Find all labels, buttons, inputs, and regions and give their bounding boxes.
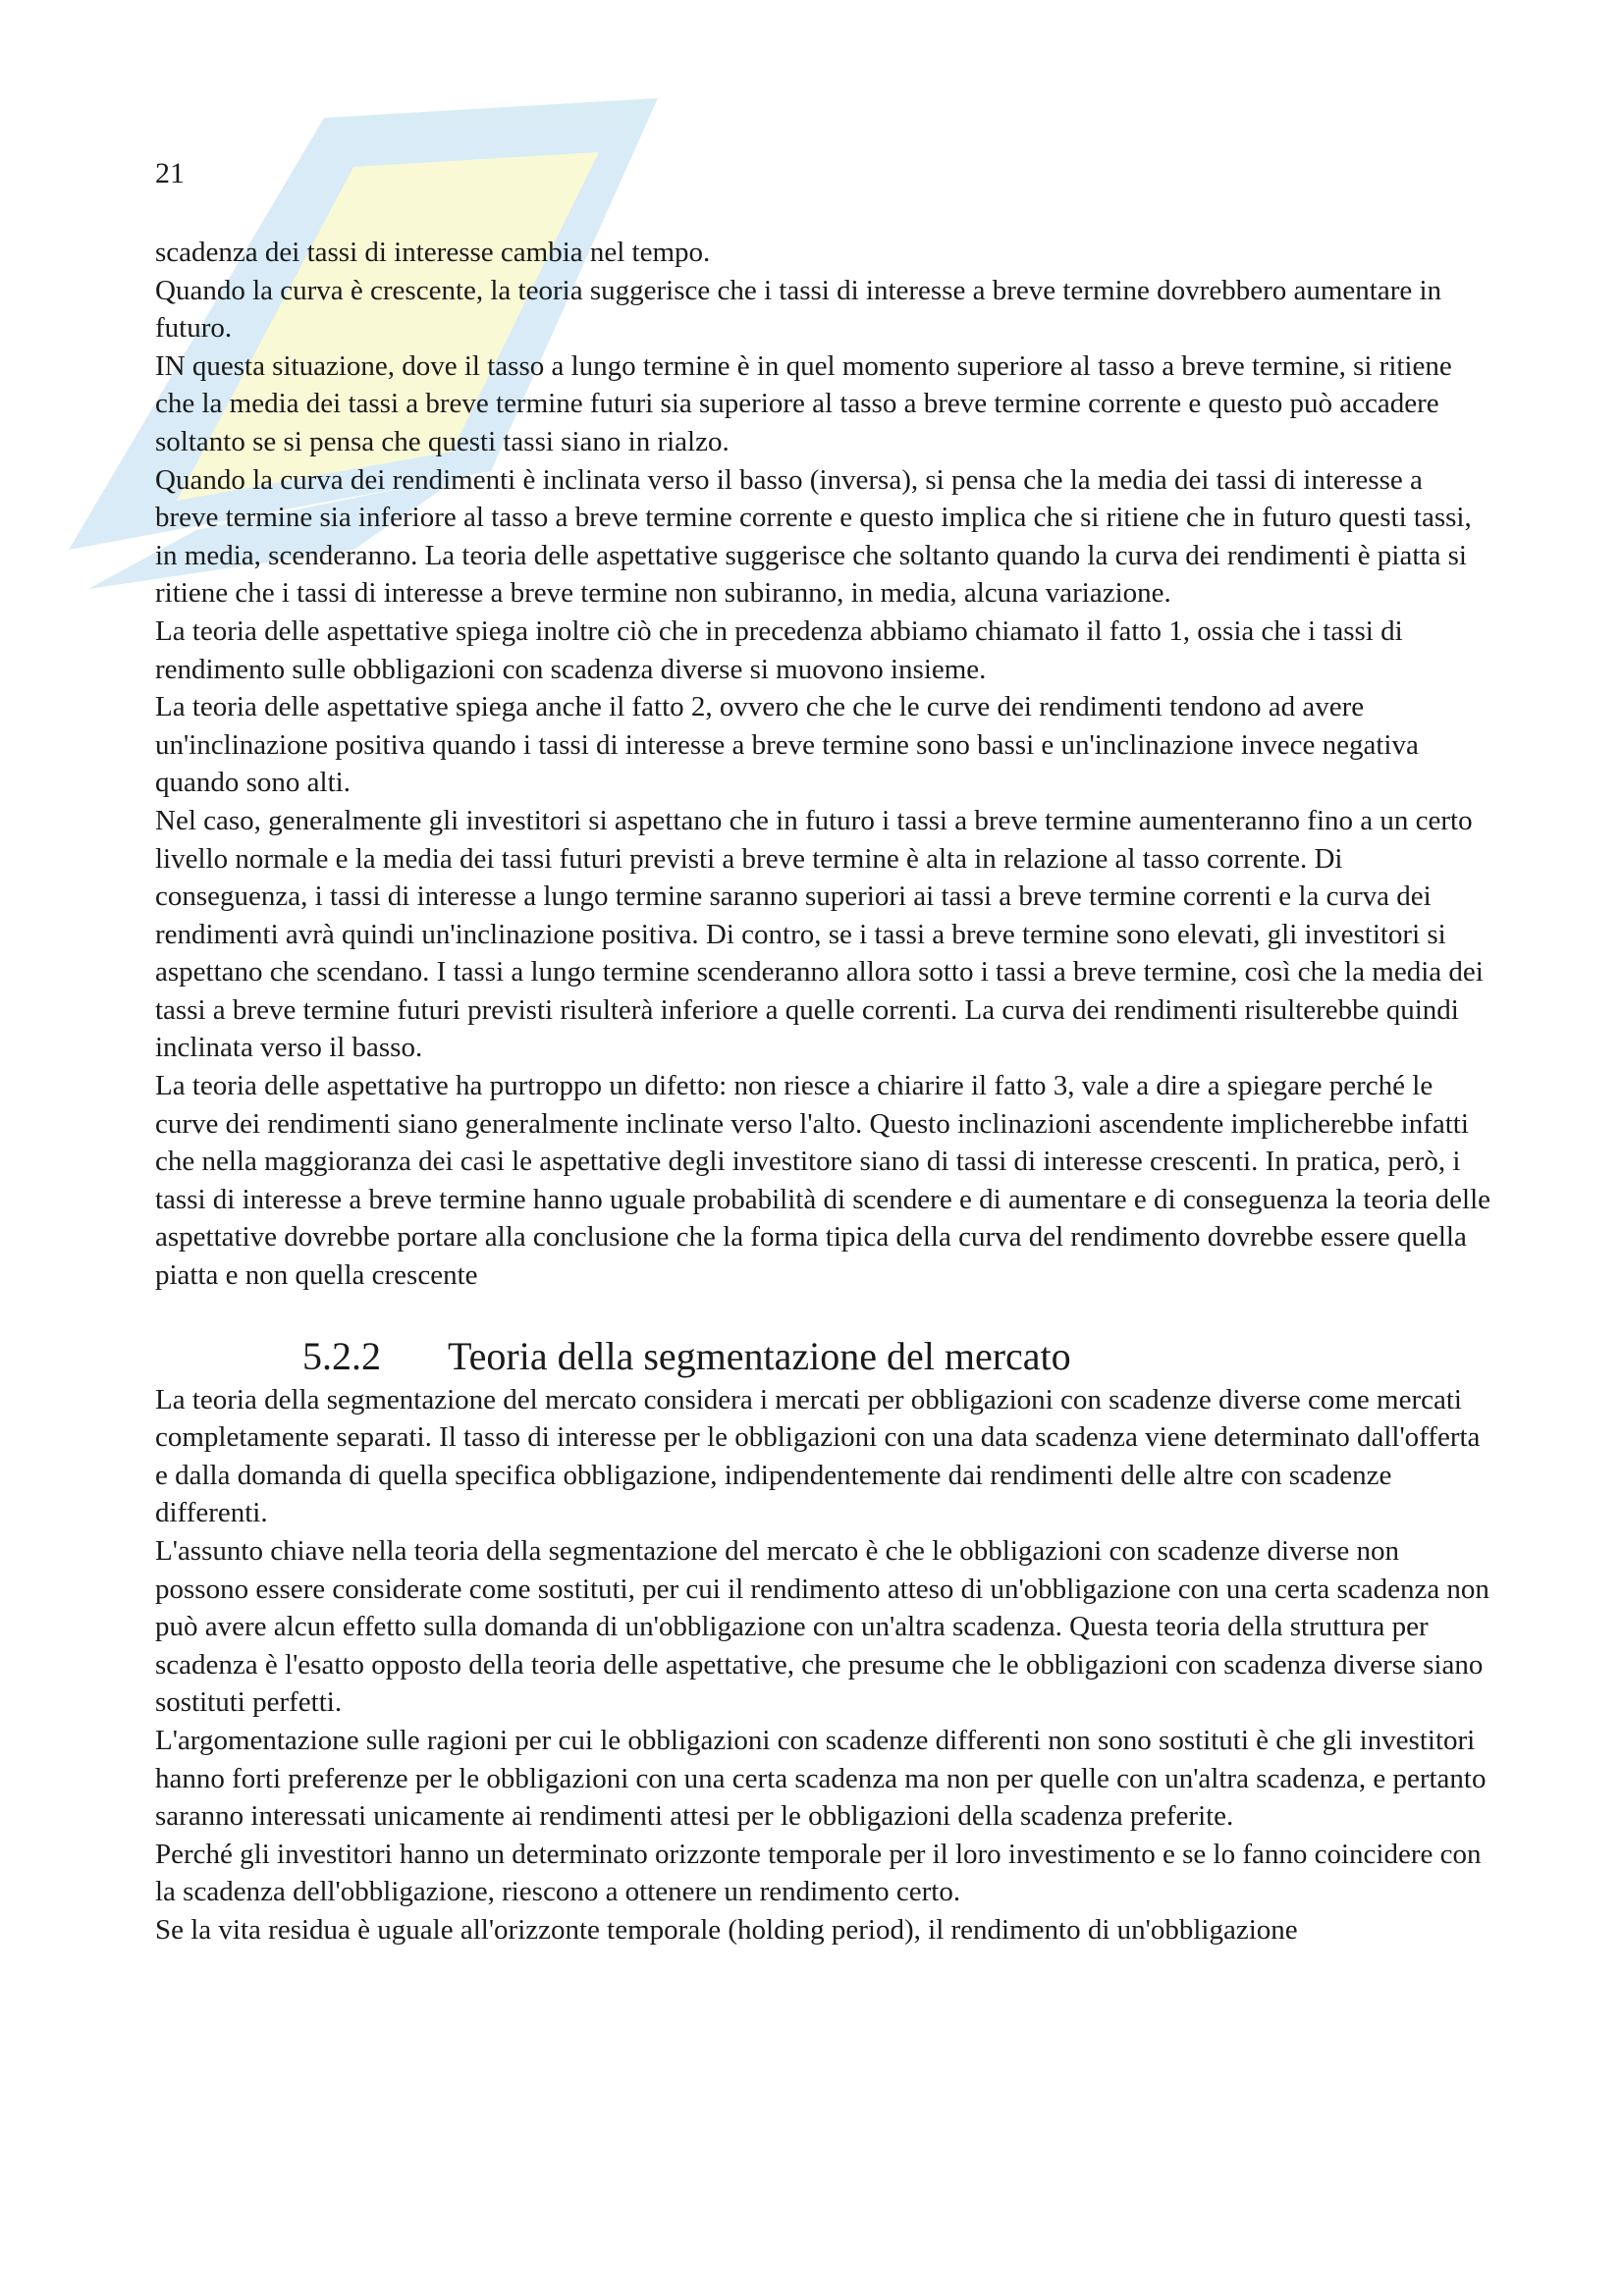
paragraph: La teoria delle aspettative ha purtroppo un difetto: non riesce a chiarire il fatto 3, vale a dire a spiegare perché le curve dei rendimenti siano generalmente inclinate verso l'alto. Questo inclinazioni ascendente implicherebbe infatti che nella maggioranza dei casi le aspettative degli investitore siano di tassi di interesse crescenti. In pratica, però, i tassi di interesse a breve termine hanno uguale probabilità di scendere e di aumentare e di conseguenza la teoria delle aspettative dovrebbe portare alla conclusione che la forma tipica della curva del rendimento dovrebbe essere quella piatta e non quella crescente — [155, 1070, 1491, 1292]
paragraph: Se la vita residua è uguale all'orizzonte temporale (holding period), il rendimento di un'obbligazione — [155, 1913, 1298, 1946]
section-heading — [155, 1332, 1490, 1381]
section-number: 5.2.2 — [302, 1333, 381, 1378]
paragraph: L'argomentazione sulle ragioni per cui le obbligazioni con scadenze differenti non sono sostituti è che gli investitori hanno forti preferenze per le obbligazioni con una certa scadenza ma non per quelle con un'altra scadenza, e pertanto saranno interessati unicamente ai rendimenti attesi per le obbligazioni della scadenza preferite. — [155, 1724, 1487, 1833]
paragraph: Quando la curva dei rendimenti è inclinata verso il basso (inversa), si pensa che la media dei tassi di interesse a breve termine sia inferiore al tasso a breve termine corrente e questo implica che si ritiene che in futuro questi tassi, in media, scenderanno. La teoria delle aspettative suggerisce che soltanto quando la curva dei rendimenti è piatta si ritiene che i tassi di interesse a breve termine non subiranno, in media, alcuna variazione. — [155, 463, 1472, 610]
document-body — [155, 234, 1490, 1949]
paragraph: Nel caso, generalmente gli investitori si aspettano che in futuro i tassi a breve termine aumenteranno fino a un certo livello normale e la media dei tassi futuri previsti a breve termine è alta in relazione al tasso corrente. Di conseguenza, i tassi di interesse a lungo termine saranno superiori ai tassi a breve termine correnti e la curva dei rendimenti avrà quindi un'inclinazione positiva. Di contro, se i tassi a breve termine sono elevati, gli investitori si aspettano che scendano. I tassi a lungo termine scenderanno allora sotto i tassi a breve termine, così che la media dei tassi a breve termine futuri previsti risulterà inferiore a quelle correnti. La curva dei rendimenti risulterebbe quindi inclinata verso il basso. — [155, 804, 1484, 1064]
paragraph: IN questa situazione, dove il tasso a lungo termine è in quel momento superiore al tasso a breve termine, si ritiene che la media dei tassi a breve termine futuri sia superiore al tasso a breve termine corrente e questo può accadere soltanto se si pensa che questi tassi siano in rialzo. — [155, 349, 1452, 457]
section-title: Teoria della segmentazione del mercato — [448, 1333, 1071, 1378]
paragraph: Perché gli investitori hanno un determinato orizzonte temporale per il loro investimento e se lo fanno coincidere con la scadenza dell'obbligazione, riescono a ottenere un rendimento certo. — [155, 1838, 1482, 1908]
paragraph: La teoria della segmentazione del mercato considera i mercati per obbligazioni con scadenze diverse come mercati completamente separati. Il tasso di interesse per le obbligazioni con una data scadenza viene determinato dall'offerta e dalla domanda di quella specifica obbligazione, indipendentemente dai rendimenti delle altre con scadenze differenti. — [155, 1383, 1481, 1529]
page-number: 21 — [155, 157, 185, 189]
paragraph: scadenza dei tassi di interesse cambia nel tempo. — [155, 237, 711, 268]
paragraph: La teoria delle aspettative spiega anche il fatto 2, ovvero che che le curve dei rendimenti tendono ad avere un'inclinazione positiva quando i tassi di interesse a breve termine sono bassi e un'inclinazione invece negativa quando sono alti. — [155, 691, 1419, 799]
paragraph: L'assunto chiave nella teoria della segmentazione del mercato è che le obbligazioni con scadenze diverse non possono essere considerate come sostituti, per cui il rendimento atteso di un'obbligazione con una certa scadenza non può avere alcun effetto sulla domanda di un'obbligazione con un'altra scadenza. Questa teoria della struttura per scadenza è l'esatto opposto della teoria delle aspettative, che presume che le obbligazioni con scadenza diverse siano sostituti perfetti. — [155, 1535, 1489, 1719]
paragraph: Quando la curva è crescente, la teoria suggerisce che i tassi di interesse a breve termine dovrebbero aumentare in futuro. — [155, 274, 1442, 345]
paragraph: La teoria delle aspettative spiega inoltre ciò che in precedenza abbiamo chiamato il fatto 1, ossia che i tassi di rendimento sulle obbligazioni con scadenza diverse si muovono insieme. — [155, 614, 1403, 685]
